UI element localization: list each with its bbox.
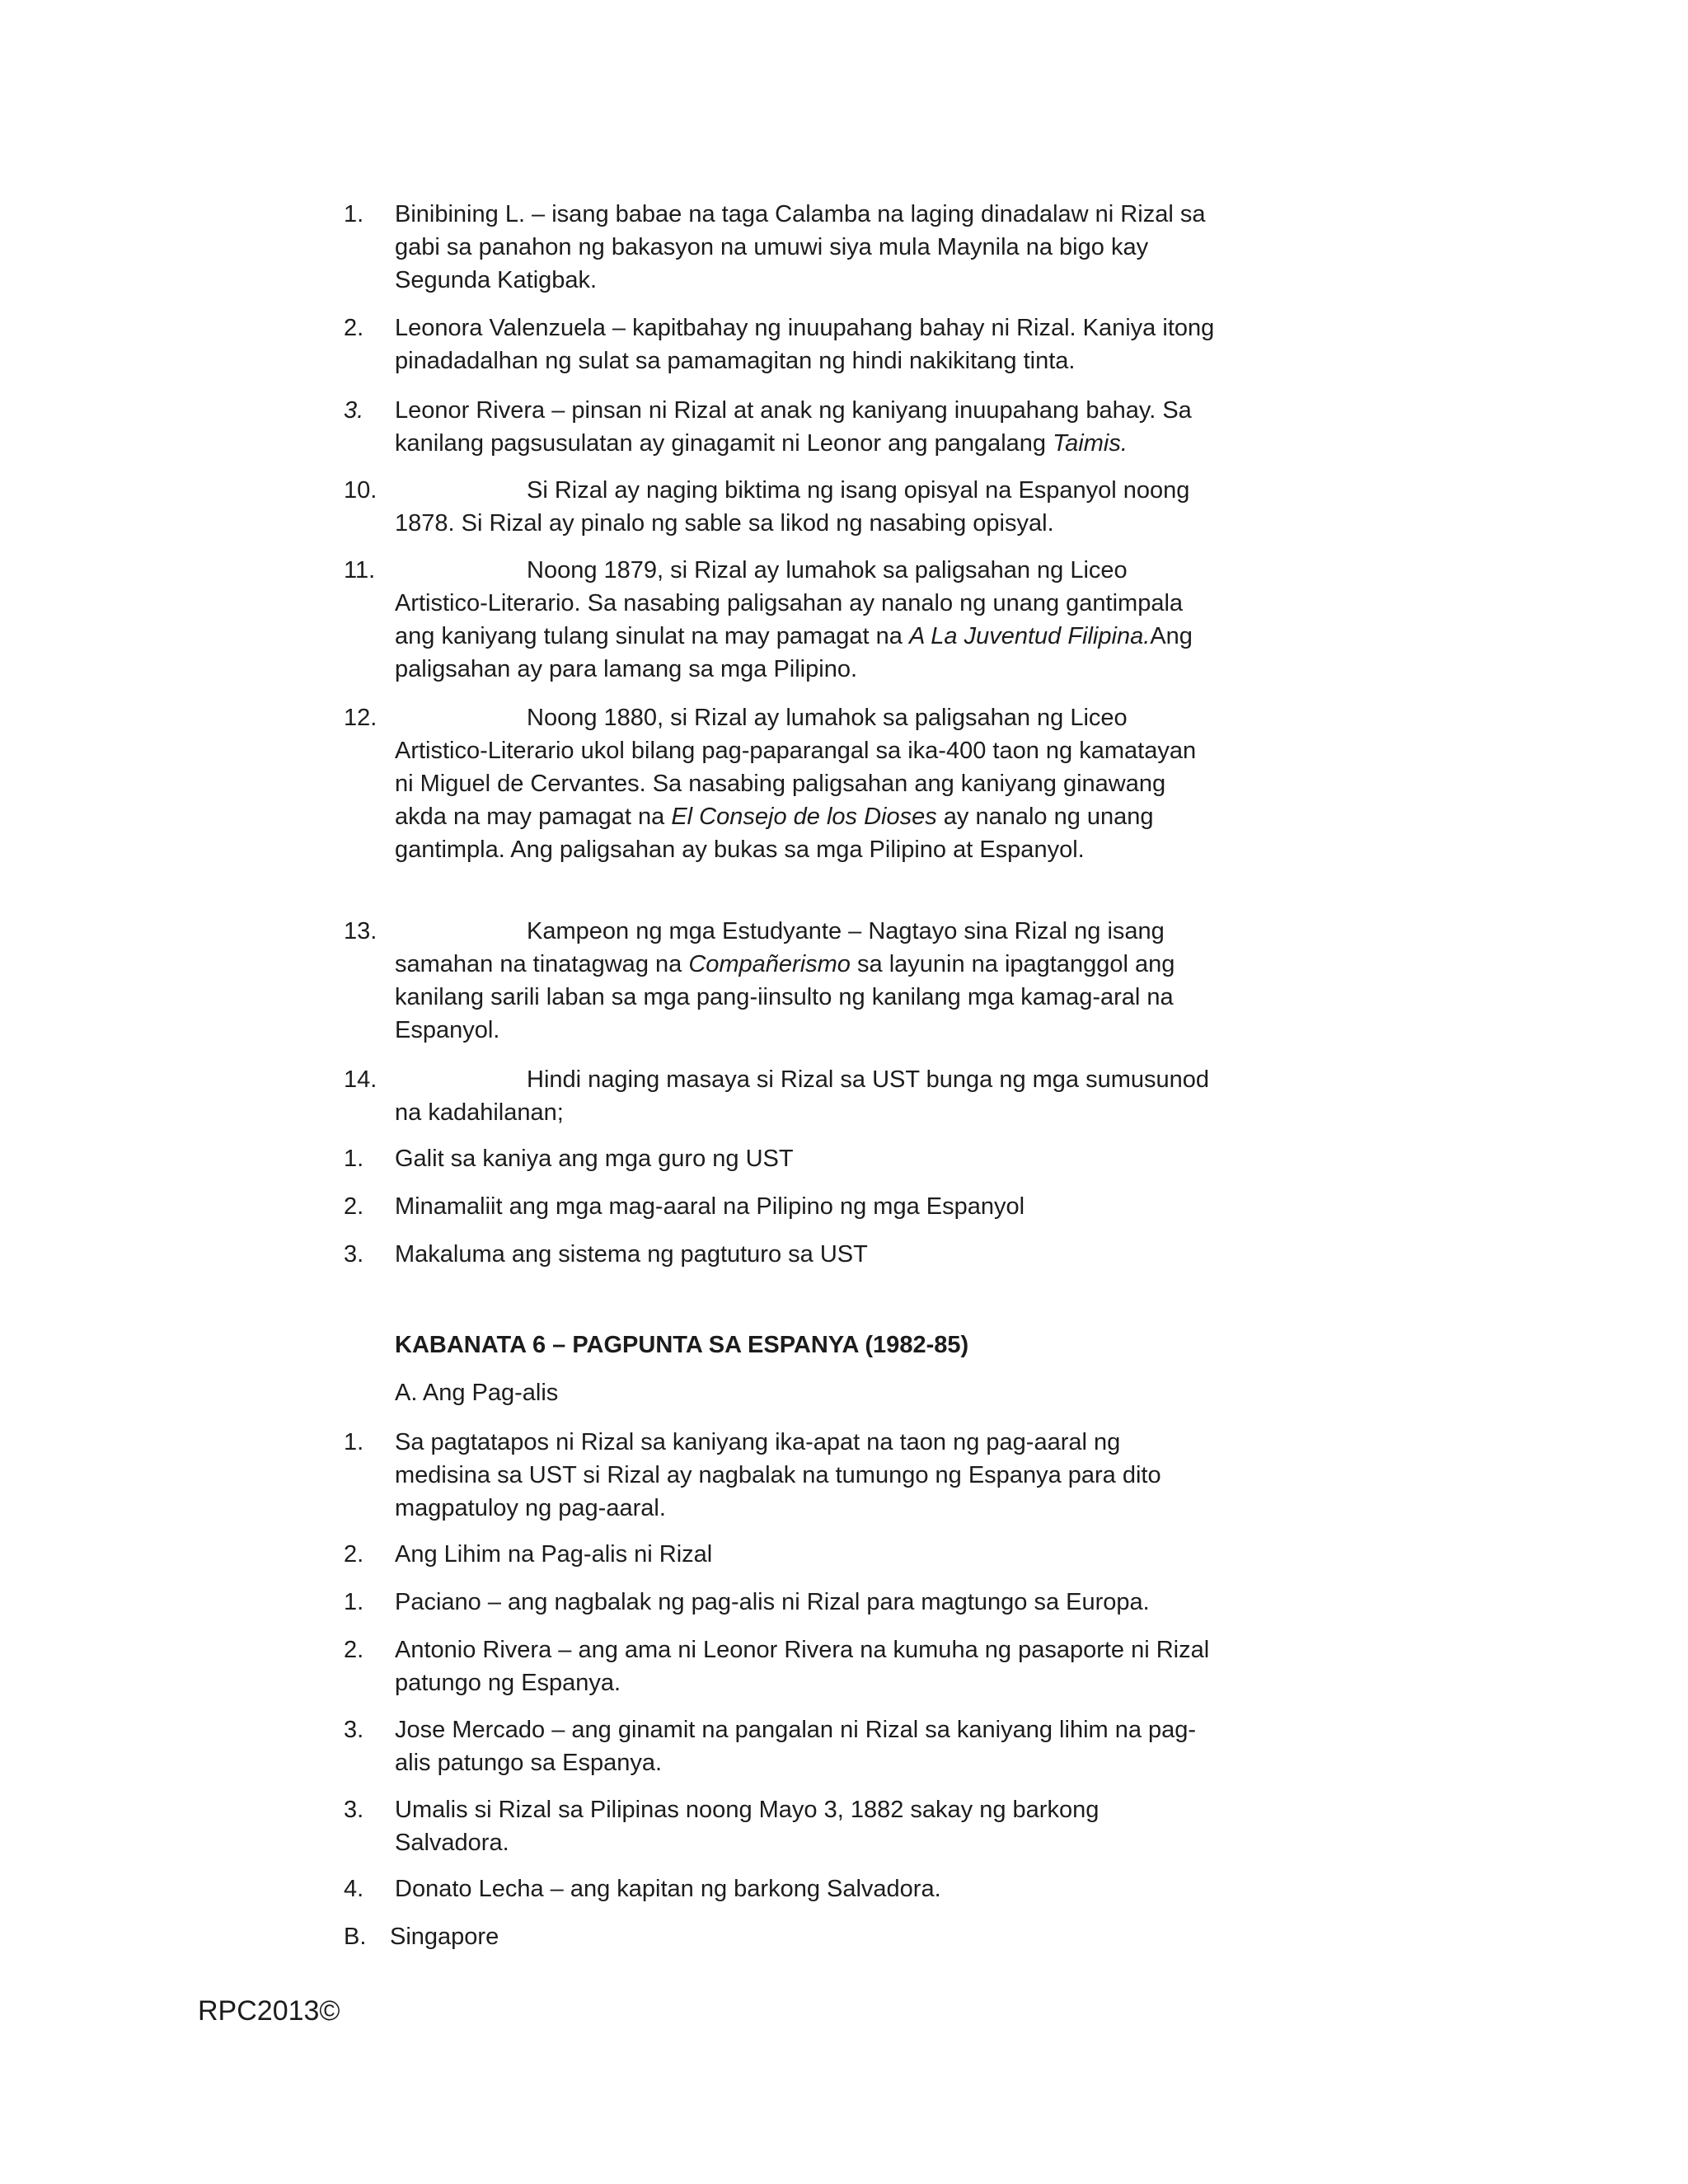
list-item — [344, 1538, 1217, 1571]
list-item — [344, 1426, 1217, 1525]
list-item — [344, 1238, 1217, 1271]
list-number: 12. — [344, 705, 377, 731]
list-number: 14. — [344, 1066, 377, 1093]
list-text-after: Ang paligsahan ay para lamang sa mga Pilipino. — [395, 623, 1193, 682]
list-text: Ang Lihim na Pag-alis ni Rizal — [395, 1541, 713, 1568]
list-item — [344, 312, 1217, 377]
footer-copyright: RPC2013© — [198, 1995, 340, 2027]
list-text: Makaluma ang sistema ng pagtuturo sa UST — [395, 1241, 868, 1268]
list-number: B. — [344, 1924, 367, 1950]
list-item — [344, 1713, 1217, 1779]
list-item — [344, 554, 1217, 686]
list-item — [344, 474, 1217, 540]
list-text: Sa pagtatapos ni Rizal sa kaniyang ika-apat na taon ng pag-aaral ng medisina sa UST si Rizal ay nagbalak na tumungo ng Espanya para dito magpatuloy ng pag-aaral. — [395, 1429, 1161, 1521]
list-text: Paciano – ang nagbalak ng pag-alis ni Rizal para magtungo sa Europa. — [395, 1589, 1150, 1615]
chapter-heading: KABANATA 6 – PAGPUNTA SA ESPANYA (1982-85) — [395, 1332, 969, 1358]
list-item — [344, 1793, 1217, 1859]
emphasis-text: Taimis. — [1053, 430, 1128, 457]
list-item — [344, 1190, 1217, 1223]
list-number: 3. — [344, 1797, 364, 1823]
list-text: Hindi naging masaya si Rizal sa UST bunga ng mga sumusunod na kadahilanan; — [395, 1066, 1210, 1126]
list-text: Galit sa kaniya ang mga guro ng UST — [395, 1146, 794, 1172]
list-number: 1. — [344, 1429, 364, 1455]
list-text: Antonio Rivera – ang ama ni Leonor Rivera na kumuha ng pasaporte ni Rizal patungo ng Espanya. — [395, 1637, 1210, 1696]
list-item — [344, 1586, 1217, 1619]
list-item — [344, 1920, 1217, 1953]
list-text-after: ay nanalo ng unang gantimpla. Ang paligsahan ay bukas sa mga Pilipino at Espanyol. — [395, 804, 1154, 863]
list-number: 10. — [344, 477, 377, 504]
list-item — [344, 1872, 1217, 1905]
list-text: Si Rizal ay naging biktima ng isang opisyal na Espanyol noong 1878. Si Rizal ay pinalo ng sable sa likod ng nasabing opisyal. — [395, 477, 1190, 537]
list-number: 2. — [344, 1193, 364, 1220]
list-item — [344, 394, 1217, 460]
list-number: 2. — [344, 315, 364, 341]
list-text: Umalis si Rizal sa Pilipinas noong Mayo 3, 1882 sakay ng barkong Salvadora. — [395, 1797, 1100, 1856]
list-number: 2. — [344, 1541, 364, 1568]
list-text: Donato Lecha – ang kapitan ng barkong Salvadora. — [395, 1876, 941, 1902]
list-text: Leonor Rivera – pinsan ni Rizal at anak ng kaniyang inuupahang bahay. Sa kanilang pagsusulatan ay ginagamit ni Leonor ang pangalang — [395, 397, 1192, 457]
list-text-after: sa layunin na ipagtanggol ang kanilang sarili laban sa mga pang-iinsulto ng kanilang mga kamag-aral na Espanyol. — [395, 951, 1175, 1043]
list-item — [344, 915, 1217, 1047]
list-text: Kampeon ng mga Estudyante – Nagtayo sina Rizal ng isang samahan na tinatagwag na — [395, 918, 1165, 977]
list-number: 4. — [344, 1876, 364, 1902]
list-number: 3. — [344, 397, 364, 424]
list-text: Binibining L. – isang babae na taga Calamba na laging dinadalaw ni Rizal sa gabi sa panahon ng bakasyon na umuwi siya mula Maynila na bigo kay Segunda Katigbak. — [395, 201, 1206, 293]
list-item — [344, 1142, 1217, 1175]
emphasis-text: El Consejo de los Dioses — [671, 804, 937, 830]
list-number: 13. — [344, 918, 377, 944]
emphasis-text: Compañerismo — [688, 951, 851, 977]
list-number: 1. — [344, 1589, 364, 1615]
list-number: 1. — [344, 1146, 364, 1172]
list-item — [344, 1633, 1217, 1699]
section-subheading: A. Ang Pag-alis — [395, 1380, 559, 1406]
list-text: Minamaliit ang mga mag-aaral na Pilipino ng mga Espanyol — [395, 1193, 1025, 1220]
list-text: Singapore — [390, 1924, 499, 1950]
list-number: 2. — [344, 1637, 364, 1663]
list-item — [344, 701, 1217, 866]
list-text: Noong 1880, si Rizal ay lumahok sa paligsahan ng Liceo Artistico-Literario ukol bilang pag-paparangal sa ika-400 taon ng kamatayan ni Miguel de Cervantes. Sa nasabing paligsahan ang kaniyang ginawang akda na may pamagat na — [395, 705, 1197, 830]
list-item — [344, 1063, 1217, 1129]
list-item — [344, 198, 1217, 297]
list-number: 1. — [344, 201, 364, 227]
list-number: 11. — [344, 557, 376, 583]
emphasis-text: A La Juventud Filipina. — [908, 623, 1151, 649]
list-text: Leonora Valenzuela – kapitbahay ng inuupahang bahay ni Rizal. Kaniya itong pinadadalhan ng sulat sa pamamagitan ng hindi nakikitang tinta. — [395, 315, 1215, 374]
list-text: Jose Mercado – ang ginamit na pangalan ni Rizal sa kaniyang lihim na pag-alis patungo sa Espanya. — [395, 1717, 1197, 1776]
list-text: Noong 1879, si Rizal ay lumahok sa paligsahan ng Liceo Artistico-Literario. Sa nasabing paligsahan ay nanalo ng unang gantimpala ang kaniyang tulang sinulat na may pamagat na — [395, 557, 1184, 649]
list-number: 3. — [344, 1241, 364, 1268]
list-number: 3. — [344, 1717, 364, 1743]
